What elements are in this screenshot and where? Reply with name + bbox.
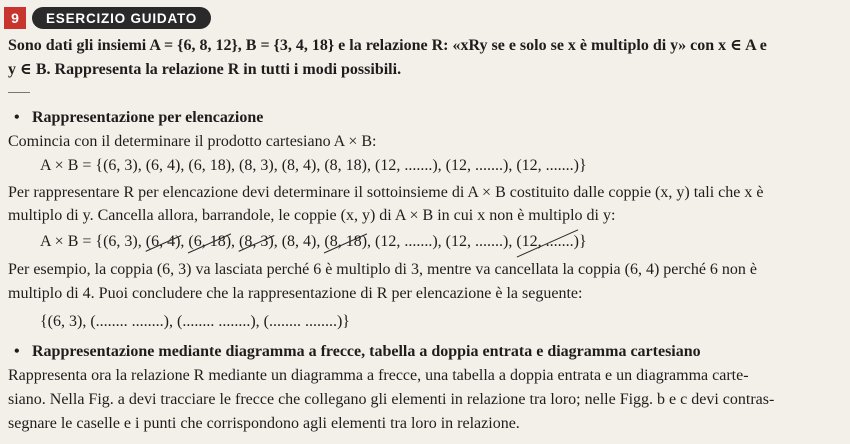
section2-heading-text: Rappresentazione mediante diagramma a frecce, tabella a doppia entrata e diagramma cartesiano bbox=[32, 343, 701, 360]
crossed-pair: (6, 4) bbox=[145, 233, 181, 250]
intro-line-2: y ∈ B. Rappresenta la relazione R in tutti i modi possibili. bbox=[8, 61, 402, 78]
exercise-title: ESERCIZIO GUIDATO bbox=[32, 7, 211, 29]
exercise-number: 9 bbox=[4, 7, 26, 29]
crossed-pair: (6, 18) bbox=[188, 233, 232, 250]
exercise-header bbox=[4, 6, 211, 30]
formula-separator: , bbox=[231, 233, 240, 250]
crossed-pair: (8, 3) bbox=[239, 233, 274, 250]
section1-heading-text: Rappresentazione per elencazione bbox=[32, 109, 264, 126]
crossed-pair: (12, .......) bbox=[516, 233, 579, 250]
section1-text-5: multiplo di 4. Puoi concludere che la rappresentazione di R per elencazione è la seguente: bbox=[8, 285, 583, 302]
intro-line-1: Sono dati gli insiemi A = {6, 8, 12}, B = {3, 4, 18} e la relazione R: «xRy se e solo se x è multiplo di y» con x ∈ A e bbox=[8, 37, 767, 54]
formula-tail: , (12, .......), (12, .......), bbox=[367, 233, 517, 250]
formula-prefix: A × B = {(6, 3), bbox=[40, 233, 146, 250]
crossed-pair: (8, 18) bbox=[324, 233, 368, 250]
section1-text-4: Per esempio, la coppia (6, 3) va lasciata perché 6 è multiplo di 3, mentre va cancellata la coppia (6, 4) perché 6 non è bbox=[8, 261, 758, 278]
answer-blank-set[interactable]: {(6, 3), (........ ........), (........ ........), (........ ........)} bbox=[40, 313, 350, 330]
crossed-product-formula bbox=[40, 232, 587, 252]
bullet-icon: • bbox=[14, 109, 20, 126]
formula-end: } bbox=[578, 233, 587, 250]
section2-heading bbox=[14, 342, 701, 362]
divider bbox=[8, 92, 30, 93]
section1-text-2: Per rappresentare R per elencazione devi determinare il sottoinsieme di A × B costituito dalle coppie (x, y) tali che x è bbox=[8, 184, 764, 201]
bullet-icon: • bbox=[14, 343, 20, 360]
section1-text-3: multiplo di y. Cancella allora, barrandole, le coppie (x, y) di A × B in cui x non è multiplo di y: bbox=[8, 207, 616, 224]
section2-text-2: siano. Nella Fig. a devi tracciare le frecce che collegano gli elementi in relazione tra loro; nelle Figg. b e c devi contras- bbox=[8, 391, 775, 408]
section1-heading bbox=[14, 108, 263, 128]
formula-separator: , bbox=[180, 233, 189, 250]
cartesian-product-formula: A × B = {(6, 3), (6, 4), (6, 18), (8, 3), (8, 4), (8, 18), (12, .......), (12, .......), (12, .......)} bbox=[40, 157, 587, 174]
section1-text-1: Comincia con il determinare il prodotto cartesiano A × B: bbox=[8, 133, 377, 150]
section2-text-3: segnare le caselle e i punti che corrispondono agli elementi tra loro in relazione. bbox=[8, 415, 520, 432]
section2-text-1: Rappresenta ora la relazione R mediante un diagramma a frecce, una tabella a doppia entrata e un diagramma carte- bbox=[8, 367, 749, 384]
formula-middle: , (8, 4), bbox=[273, 233, 325, 250]
